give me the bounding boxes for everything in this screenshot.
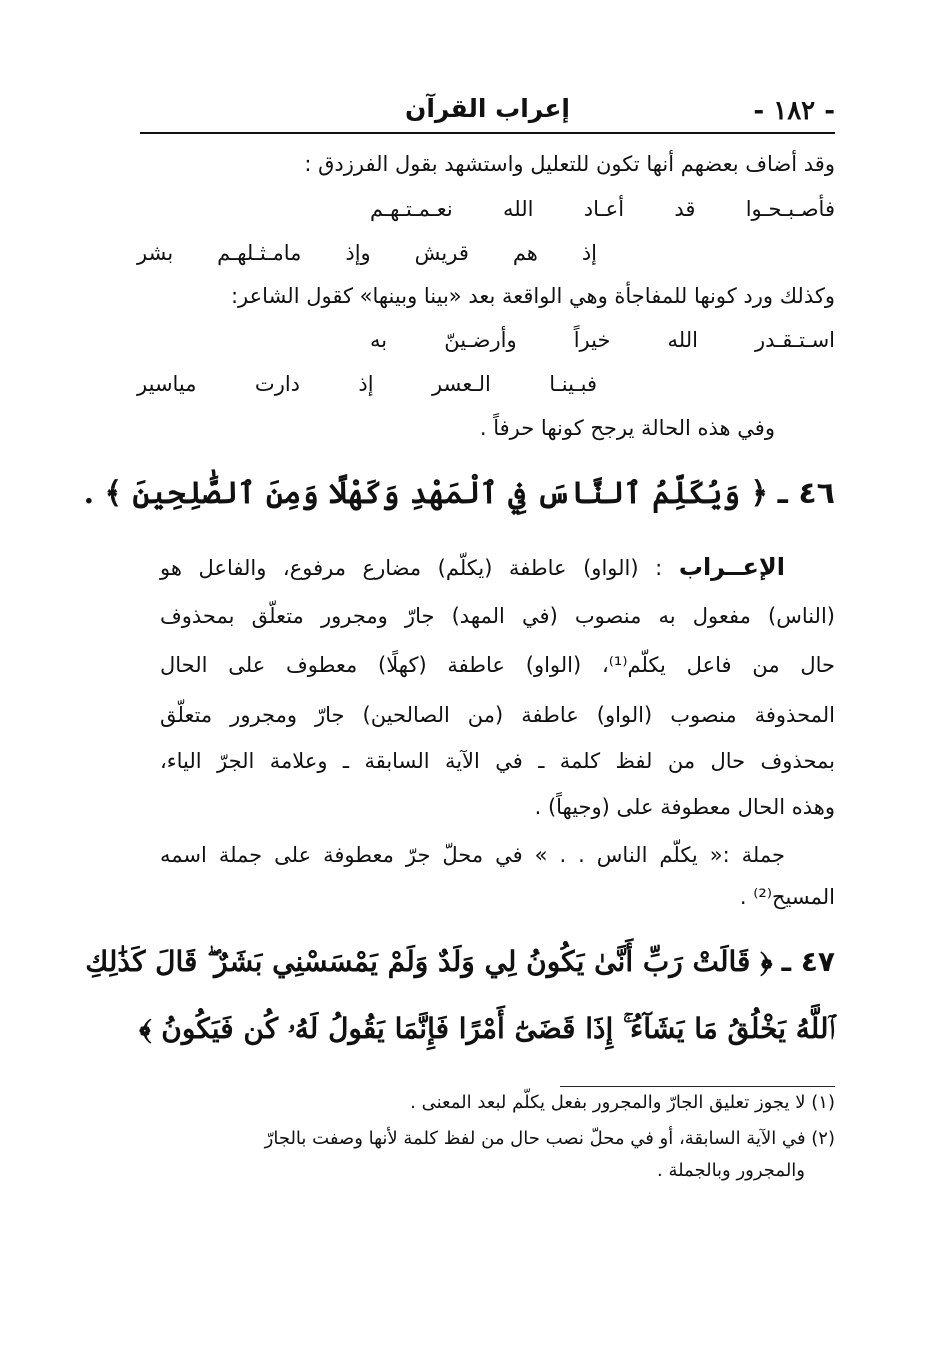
verse-47-line-2 xyxy=(139,1012,835,1046)
footnote-divider xyxy=(560,1086,835,1087)
second-line: وكذلك ورد كونها للمفاجأة وهي الواقعة بعد «بينا وبينها» كقول الشاعر: xyxy=(230,284,835,308)
header-divider xyxy=(140,132,835,134)
verse-text: ﴿ وَيُكَلِّمُ ٱلنَّاسَ فِي ٱلْمَهْدِ وَكَهْلًا وَمِنَ ٱلصَّٰلِحِينَ ﴾ . xyxy=(83,476,769,511)
poem-word: وإذ xyxy=(345,241,371,265)
poem-word: الله xyxy=(503,197,534,221)
poem-word: إذ xyxy=(581,241,597,265)
poem-word: بشر xyxy=(137,241,174,265)
poem-word: قريش xyxy=(414,241,469,265)
poem-word: قد xyxy=(674,197,696,221)
verse-47-line-1 xyxy=(85,945,835,979)
poem-word: الـعسر xyxy=(432,372,491,396)
poem-word: فأصـبـحـوا xyxy=(745,197,835,221)
poem-word: هم xyxy=(512,241,538,265)
irab-line-6: وهذه الحال معطوفة على (وجيهاً) . xyxy=(534,795,835,819)
poem2-line2 xyxy=(137,372,597,396)
poem-word: الله xyxy=(667,328,698,352)
poem-word: مياسير xyxy=(137,372,197,396)
verse-text: ٱللَّهُ يَخْلُقُ مَا يَشَآءُ ۚ إِذَا قَضَىٰٓ أَمْرًا فَإِنَّمَا يَقُولُ لَهُۥ كُن فَيَكُونُ ﴾ xyxy=(139,1012,835,1045)
conclusion-line: وفي هذه الحالة يرجح كونها حرفاً . xyxy=(479,416,775,440)
poem-word: اسـتـقـدر xyxy=(754,328,835,352)
poem-word: أعـاد xyxy=(583,197,625,221)
poem1-line1 xyxy=(370,197,835,221)
verse-46 xyxy=(84,476,835,511)
poem2-line1 xyxy=(370,328,835,352)
irab-line-5: بمحذوف حال من لفظ كلمة ـ في الآية السابقة ـ وعلامة الجرّ الياء، xyxy=(160,749,835,773)
irab-line-2: (الناس) مفعول به منصوب (في المهد) جارّ ومجرور متعلّق بمحذوف xyxy=(160,604,835,628)
irab-line-4: المحذوفة منصوب (الواو) عاطفة (من الصالحين) جارّ ومجرور متعلّق xyxy=(160,703,835,727)
poem-word: به xyxy=(370,328,388,352)
irab-line-1 xyxy=(160,553,785,581)
footnote-2-line-2: والمجرور وبالجملة . xyxy=(657,1160,805,1181)
poem-word: خيراً xyxy=(573,328,611,352)
verse-text: ﴿ قَالَتْ رَبِّ أَنَّىٰ يَكُونُ لِي وَلَدٌ وَلَمْ يَمْسَسْنِي بَشَرٌ ۖ قَالَ كَذَٰلِكِ xyxy=(85,945,773,978)
irab-text: : (الواو) عاطفة (يكلّم) مضارع مرفوع، والفاعل هو xyxy=(160,556,663,580)
poem-word: إذ xyxy=(358,372,374,396)
poem-word: نعـمـتـهـم xyxy=(370,197,453,221)
book-title: إعراب القرآن xyxy=(404,94,571,123)
intro-line: وقد أضاف بعضهم أنها تكون للتعليل واستشهد بقول الفرزدق : xyxy=(304,152,835,176)
jumla-line-2: المسيح⁽²⁾ . xyxy=(739,885,835,909)
verse-number: ٤٧ ـ xyxy=(781,945,835,978)
footnote-1: (١) لا يجوز تعليق الجارّ والمجرور بفعل يكلّم لبعد المعنى . xyxy=(410,1092,835,1113)
poem-word: دارت xyxy=(254,372,301,396)
poem-word: فبـينـا xyxy=(549,372,597,396)
irab-label: الإعــراب xyxy=(678,553,785,581)
jumla-line-1: جملة :« يكلّم الناس . . » في محلّ جرّ معطوفة على جملة اسمه xyxy=(160,843,785,867)
footnote-2-line-1: (٢) في الآية السابقة، أو في محلّ نصب حال من لفظ كلمة لأنها وصفت بالجارّ xyxy=(264,1128,835,1149)
poem-word: مامـثـلهـم xyxy=(217,241,302,265)
page-header xyxy=(140,90,835,130)
poem1-line2 xyxy=(137,241,597,265)
poem-word: وأرضـينّ xyxy=(444,328,517,352)
verse-number: ٤٦ ـ xyxy=(777,476,835,511)
irab-line-3: حال من فاعل يكلّم⁽¹⁾، (الواو) عاطفة (كهلًا) معطوف على الحال xyxy=(160,653,835,677)
page-number: - ١٨٢ - xyxy=(753,96,835,126)
